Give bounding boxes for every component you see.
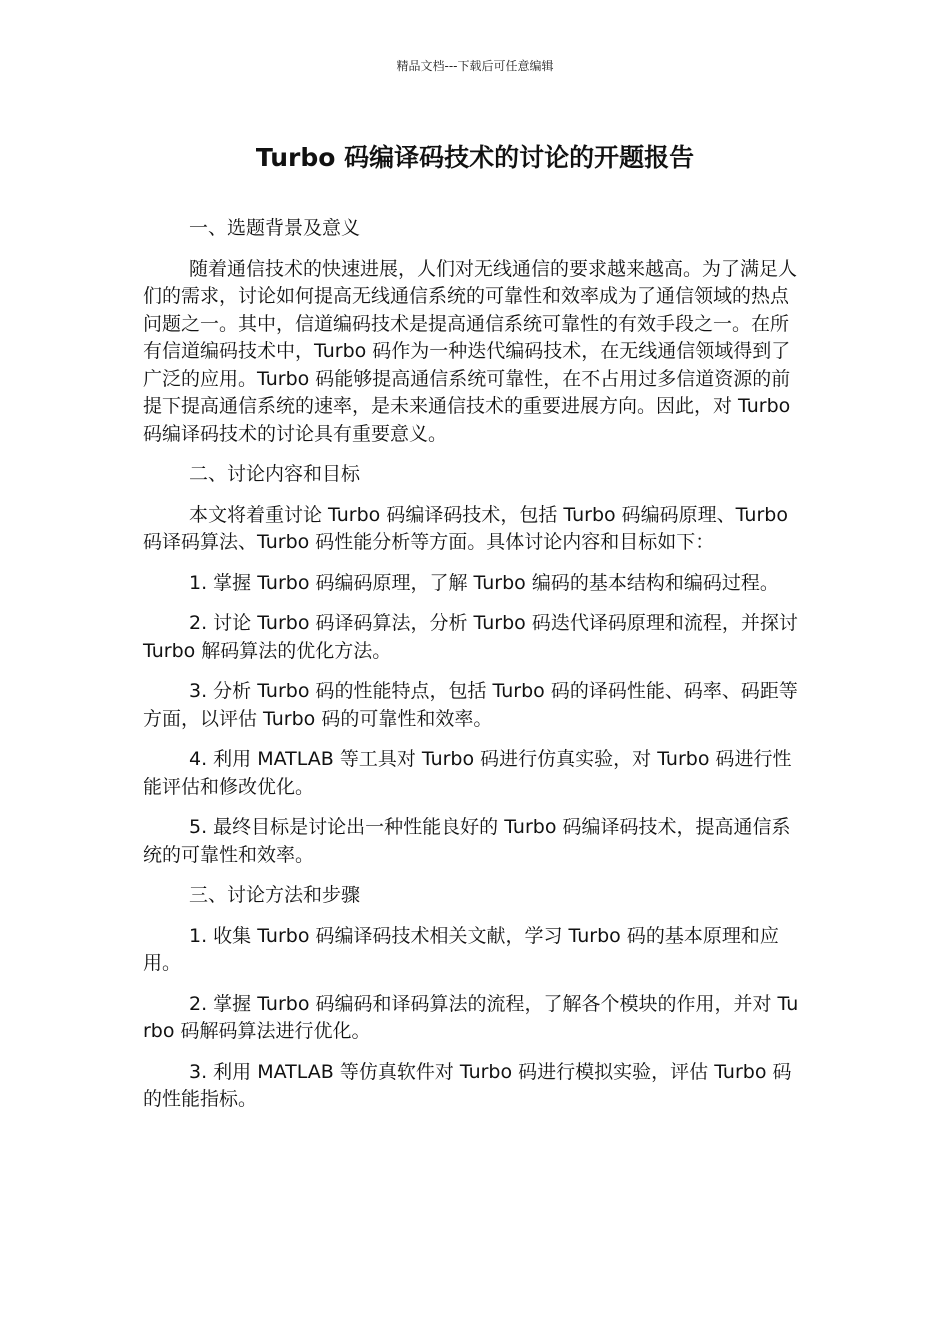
section-1-paragraph: 随着通信技术的快速进展，人们对无线通信的要求越来越高。为了满足人们的需求，讨论如何提高无线通信系统的可靠性和效率成为了通信领域的热点问题之一。其中，信道编码技术是提高通信系统可靠性的有效手段之一。在所有信道编码技术中，Turbo 码作为一种迭代编码技术，在无线通信领域得到了广泛的应用。Turbo 码能够提高通信系统可靠性，在不占用过多信道资源的前提下提高通信系统的速率，是未来通信技术的重要进展方向。因此，对 Turbo 码编译码技术的讨论具有重要意义。	[143, 257, 798, 445]
section-2-item-2: 2. 讨论 Turbo 码译码算法，分析 Turbo 码迭代译码原理和流程，并探讨 Turbo 解码算法的优化方法。	[143, 612, 798, 662]
section-heading-2: 二、讨论内容和目标	[189, 463, 361, 485]
section-2-item-1: 1. 掌握 Turbo 码编码原理，了解 Turbo 编码的基本结构和编码过程。	[189, 571, 779, 594]
section-2-item-4: 4. 利用 MATLAB 等工具对 Turbo 码进行仿真实验，对 Turbo 码进行性能评估和修改优化。	[143, 748, 792, 798]
document-title: Turbo 码编译码技术的讨论的开题报告	[255, 143, 695, 172]
document-body	[143, 215, 805, 1127]
header-note: 精品文档---下载后可任意编辑	[396, 59, 554, 73]
section-2-item-5: 5. 最终目标是讨论出一种性能良好的 Turbo 码编译码技术，提高通信系统的可靠性和效率。	[143, 816, 791, 866]
section-3-item-1: 1. 收集 Turbo 码编译码技术相关文献，学习 Turbo 码的基本原理和应用。	[143, 924, 779, 974]
section-heading-3: 三、讨论方法和步骤	[189, 884, 361, 906]
section-3-item-2: 2. 掌握 Turbo 码编码和译码算法的流程，了解各个模块的作用，并对 Turbo 码解码算法进行优化。	[143, 992, 799, 1042]
section-2-item-3: 3. 分析 Turbo 码的性能特点，包括 Turbo 码的译码性能、码率、码距等方面，以评估 Turbo 码的可靠性和效率。	[143, 680, 798, 730]
section-2-intro: 本文将着重讨论 Turbo 码编译码技术，包括 Turbo 码编码原理、Turbo 码译码算法、Turbo 码性能分析等方面。具体讨论内容和目标如下：	[143, 503, 788, 553]
section-3-item-3: 3. 利用 MATLAB 等仿真软件对 Turbo 码进行模拟实验，评估 Turbo 码的性能指标。	[143, 1060, 792, 1110]
section-heading-1: 一、选题背景及意义	[189, 217, 361, 239]
